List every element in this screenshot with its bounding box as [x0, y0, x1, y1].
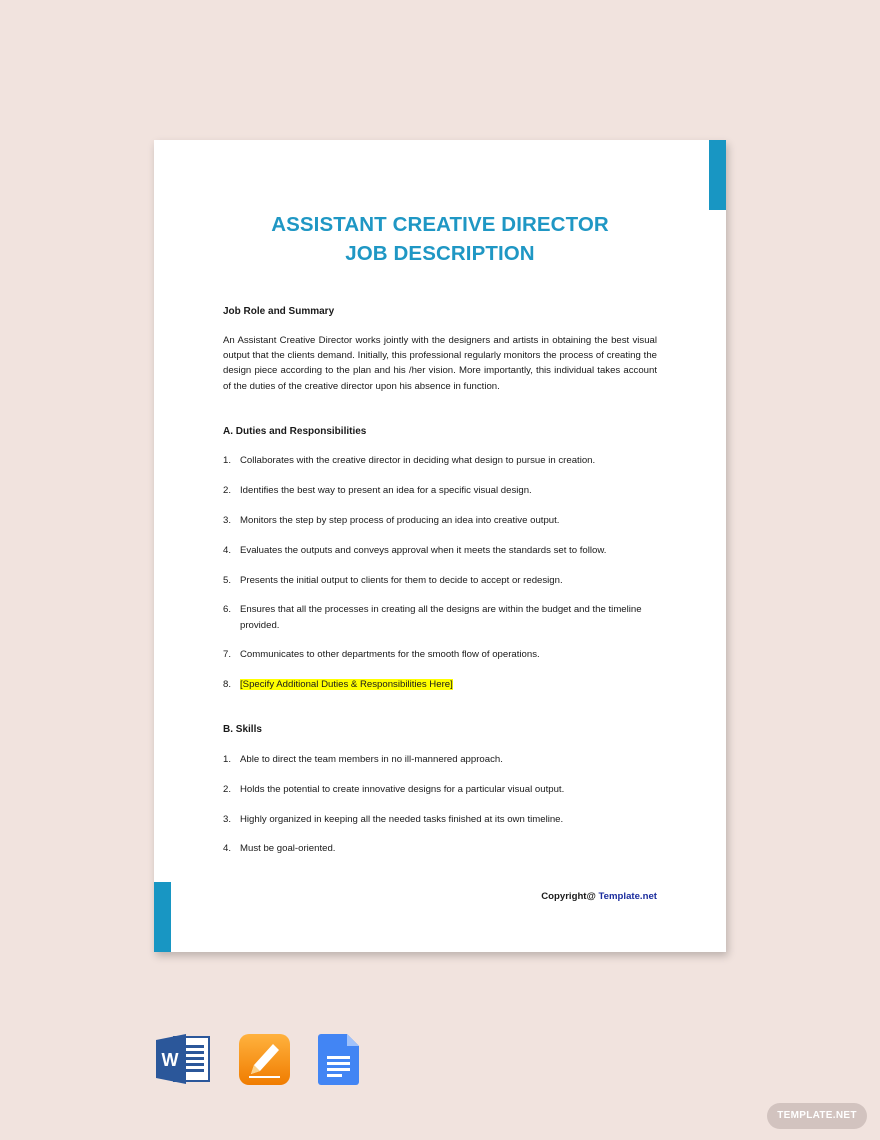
template-net-badge[interactable]: TEMPLATE.NET — [767, 1103, 867, 1129]
duty-number: 3. — [223, 515, 232, 526]
duty-item — [223, 543, 657, 558]
summary-body: An Assistant Creative Director works jointly with the designers and artists in obtaining the best visual output that the clients demand. Initially, this professional regularly monitors the process of creating the design piece according to the plan and his /her vision. More importantly, this individual takes account of the duties of the creative director upon his absence in function. — [223, 335, 657, 392]
duties-heading: A. Duties and Responsibilities — [223, 425, 367, 437]
skill-number: 2. — [223, 783, 232, 795]
skill-item — [223, 812, 657, 827]
document-page — [154, 140, 726, 952]
skill-text: Must be goal-oriented. — [240, 843, 336, 855]
duty-number: 1. — [223, 455, 232, 467]
skill-text: Holds the potential to create innovative designs for a particular visual output. — [240, 783, 565, 795]
document-title — [154, 210, 726, 268]
duty-item — [223, 647, 657, 662]
duty-placeholder-text: [Specify Additional Duties & Responsibilities Here] — [240, 679, 453, 691]
skill-number: 1. — [223, 753, 232, 765]
google-docs-icon[interactable] — [318, 1034, 359, 1085]
title-line-2: JOB DESCRIPTION — [345, 242, 535, 265]
skill-text: Highly organized in keeping all the needed tasks finished at its own timeline. — [240, 813, 564, 825]
duty-item-placeholder — [223, 677, 657, 692]
skill-item — [223, 841, 657, 856]
skill-number: 3. — [223, 813, 232, 825]
copyright-prefix: Copyright@ — [541, 891, 599, 902]
duty-item — [223, 453, 657, 468]
duty-text: Evaluates the outputs and conveys approval when it meets the standards set to follow. — [240, 544, 607, 556]
skill-item — [223, 752, 657, 767]
skill-number: 4. — [223, 843, 232, 855]
copyright-brand: Template.net — [598, 891, 657, 902]
duty-item — [223, 573, 657, 588]
title-line-1: ASSISTANT CREATIVE DIRECTOR — [271, 213, 609, 236]
duties-list — [223, 453, 657, 692]
skill-item — [223, 782, 657, 797]
duty-item — [223, 513, 657, 528]
duty-text: Presents the initial output to clients for them to decide to accept or redesign. — [240, 574, 563, 586]
pages-icon[interactable] — [239, 1034, 290, 1085]
duty-number: 7. — [223, 649, 232, 661]
skills-heading: B. Skills — [223, 724, 262, 736]
skills-list — [223, 752, 657, 857]
accent-bar-bottom — [154, 882, 171, 952]
duty-number: 8. — [223, 679, 232, 691]
duty-number: 2. — [223, 485, 232, 497]
document-content — [223, 304, 657, 857]
word-icon[interactable] — [156, 1034, 210, 1084]
duty-text: Collaborates with the creative director in deciding what design to pursue in creation. — [240, 455, 596, 467]
duty-text: Identifies the best way to present an idea for a specific visual design. — [240, 485, 532, 497]
duty-item — [223, 602, 657, 632]
duty-number: 6. — [223, 604, 232, 616]
accent-bar-top — [709, 140, 726, 210]
skill-text: Able to direct the team members in no ill-mannered approach. — [240, 753, 503, 765]
summary-heading: Job Role and Summary — [223, 306, 335, 317]
duty-number: 5. — [223, 574, 232, 586]
duty-text: Communicates to other departments for the smooth flow of operations. — [240, 649, 540, 661]
duty-text: Monitors the step by step process of producing an idea into creative output. — [240, 515, 560, 526]
duty-item — [223, 483, 657, 498]
svg-text:W: W — [161, 1050, 179, 1070]
duty-number: 4. — [223, 544, 232, 556]
copyright-line — [541, 891, 657, 902]
duty-text: Ensures that all the processes in creating all the designs are within the budget and the timeline provided. — [240, 604, 642, 631]
